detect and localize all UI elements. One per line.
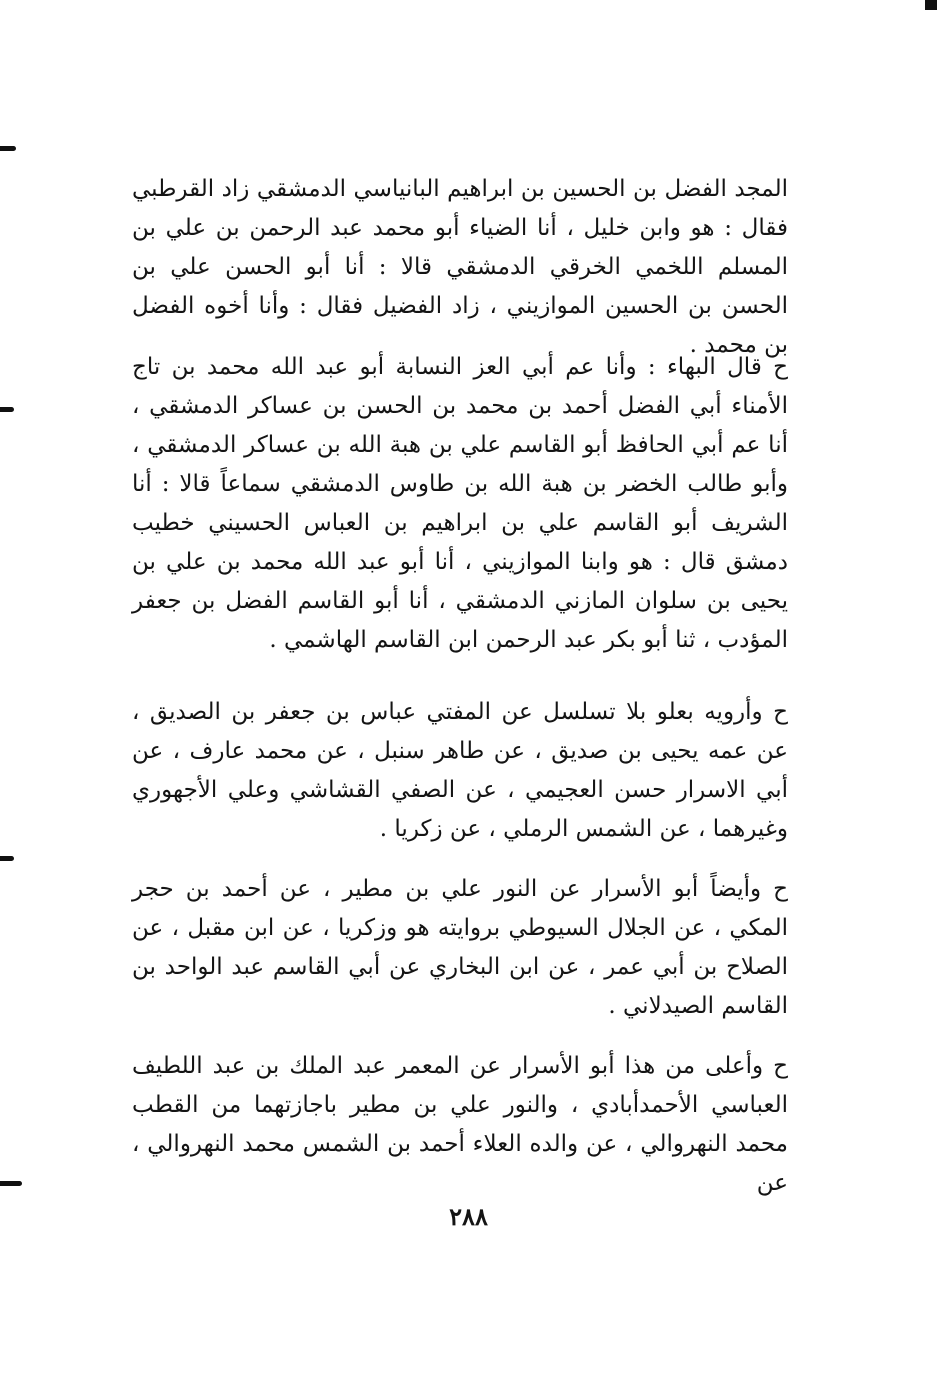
paragraph-isnad-2: ح قال البهاء : وأنا عم أبي العز النسابة أبو عبد الله محمد بن تاج الأمناء أبي الفضل أحمد بن محمد بن الحسن بن عساكر الدمشقي ، أنا عم أبي الحافظ أبو القاسم علي بن هبة الله بن عساكر الدمشقي ، وأبو طالب الخضر بن هبة الله بن طاوس الدمشقي سماعاً قالا : أنا الشريف أبو القاسم علي بن ابراهيم بن العباس الحسيني خطيب دمشق قال : هو وابنا الموازيني ، أنا أبو عبد الله محمد بن علي بن يحيى بن سلوان المازني الدمشقي ، أنا أبو القاسم الفضل بن جعفر المؤدب ، ثنا أبو بكر عبد الرحمن ابن القاسم الهاشمي .	[132, 354, 788, 653]
scan-corner-mark	[925, 0, 937, 10]
paragraph-isnad-3: ح وأرويه بعلو بلا تسلسل عن المفتي عباس بن جعفر بن الصديق ، عن عمه يحيى بن صديق ، عن طاهر سنبل ، عن محمد عارف ، عن أبي الاسرار حسن العجيمي ، عن الصفي القشاشي وعلي الأجهوري وغيرهما ، عن الشمس الرملي ، عن زكريا .	[132, 699, 788, 842]
paragraph-isnad-4: ح وأيضاً أبو الأسرار عن النور علي بن مطير ، عن أحمد بن حجر المكي ، عن الجلال السيوطي بروايته هو وزكريا ، عن ابن مقبل ، عن الصلاح بن أبي عمر ، عن ابن البخاري عن أبي القاسم عبد الواحد بن القاسم الصيدلاني .	[132, 876, 788, 1019]
paragraph-isnad-1: المجد الفضل بن الحسين بن ابراهيم البانياسي الدمشقي زاد القرطبي فقال : هو وابن خليل ، أنا الضياء أبو محمد عبد الرحمن بن علي بن المسلم اللخمي الخرقي الدمشقي قالا : أنا أبو الحسن علي بن الحسن بن الحسين الموازيني ، زاد الفضيل فقال : وأنا أخوه الفضل بن محمد .	[132, 176, 788, 358]
binding-mark	[0, 407, 14, 412]
paragraph-isnad-5: ح وأعلى من هذا أبو الأسرار عن المعمر عبد الملك بن عبد اللطيف العباسي الأحمدأبادي ، والنور علي بن مطير باجازتهما من القطب محمد النهروالي ، عن والده العلاء أحمد بن الشمس محمد النهروالي ، عن	[132, 1053, 788, 1196]
binding-mark	[0, 856, 14, 861]
page-number: ٢٨٨	[449, 1202, 488, 1231]
binding-mark	[0, 146, 16, 151]
binding-mark	[0, 1181, 22, 1186]
